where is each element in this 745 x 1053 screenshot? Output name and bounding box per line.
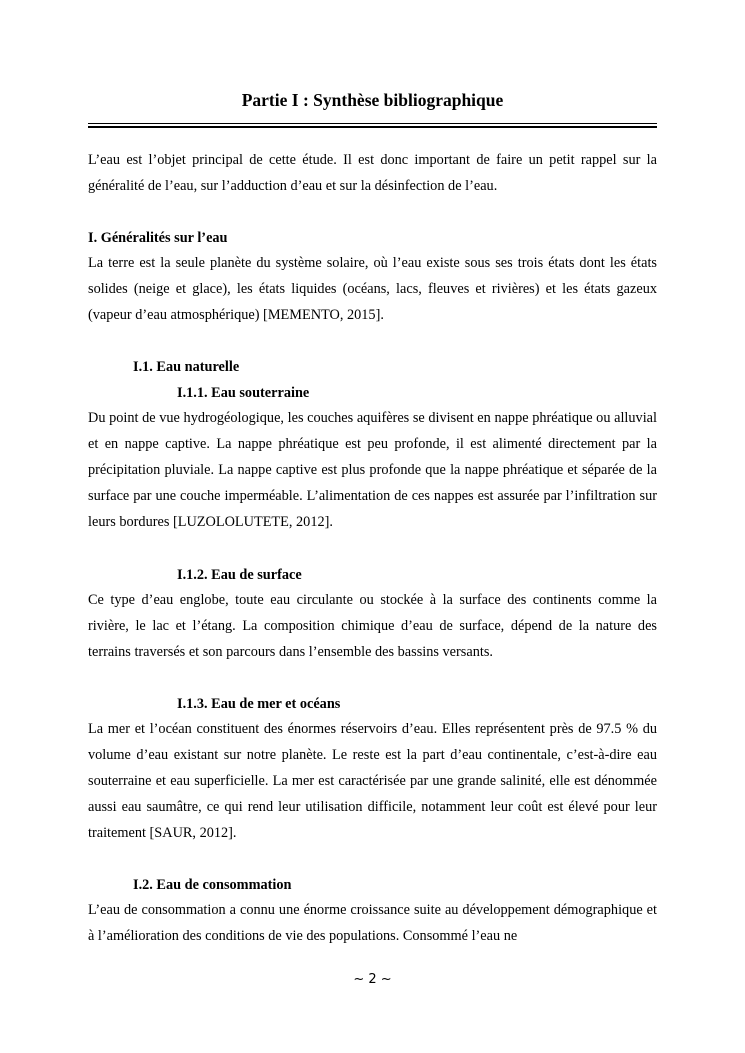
title-rule-thin <box>88 123 657 124</box>
title-rule-thick <box>88 126 657 128</box>
section-paragraph-generalites: La terre est la seule planète du système solaire, où l’eau existe sous ses trois états dont les états solides (neige et glace), les états liquides (océans, lacs, fleuves et rivières) et les états gazeux (vapeur d’eau atmosphérique) [MEMENTO, 2015]. <box>88 255 657 323</box>
subsubsection-heading-eau-souterraine: I.1.1. Eau souterraine <box>177 385 310 401</box>
subsection-heading-eau-naturelle: I.1. Eau naturelle <box>133 359 240 375</box>
subsubsection-heading-eau-de-mer: I.1.3. Eau de mer et océans <box>177 696 341 712</box>
paragraph-eau-souterraine: Du point de vue hydrogéologique, les couches aquifères se divisent en nappe phréatique ou alluvial et en nappe captive. La nappe phréatique est peu profonde, il est alimenté directement par la précipitation pluviale. La nappe captive est plus profonde que la nappe phréatique et séparée de la surface par une couche imperméable. L’alimentation de ces nappes est assurée par l’infiltration sur leurs bordures [LUZOLOLUTETE, 2012]. <box>88 410 657 530</box>
paragraph-eau-de-surface: Ce type d’eau englobe, toute eau circulante ou stockée à la surface des continents comme la rivière, le lac et l’étang. La composition chimique d’eau de surface, dépend de la nature des terrains traversés et son parcours dans l’ensemble des bassins versants. <box>88 592 657 660</box>
subsubsection-heading-eau-de-surface: I.1.2. Eau de surface <box>177 567 302 583</box>
intro-paragraph: L’eau est l’objet principal de cette étude. Il est donc important de faire un petit rappel sur la généralité de l’eau, sur l’adduction d’eau et sur la désinfection de l’eau. <box>88 152 657 194</box>
section-heading-generalites: I. Généralités sur l’eau <box>88 230 228 246</box>
page-number: ~ 2 ~ <box>353 972 392 987</box>
subsection-heading-eau-de-consommation: I.2. Eau de consommation <box>133 877 292 893</box>
paragraph-eau-de-mer: La mer et l’océan constituent des énormes réservoirs d’eau. Elles représentent près de 97.5 % du volume d’eau existant sur notre planète. Le reste est la part d’eau continentale, c’est-à-dire eau souterraine et eau superficielle. La mer est caractérisée par une grande salinité, elle est dénommée aussi eau saumâtre, ce qui rend leur utilisation difficile, notamment leur coût est élevé pour leur traitement [SAUR, 2012]. <box>88 721 657 841</box>
paragraph-eau-de-consommation: L’eau de consommation a connu une énorme croissance suite au développement démographique et à l’amélioration des conditions de vie des populations. Consommé l’eau ne <box>88 902 657 944</box>
page-title: Partie I : Synthèse bibliographique <box>241 90 504 110</box>
